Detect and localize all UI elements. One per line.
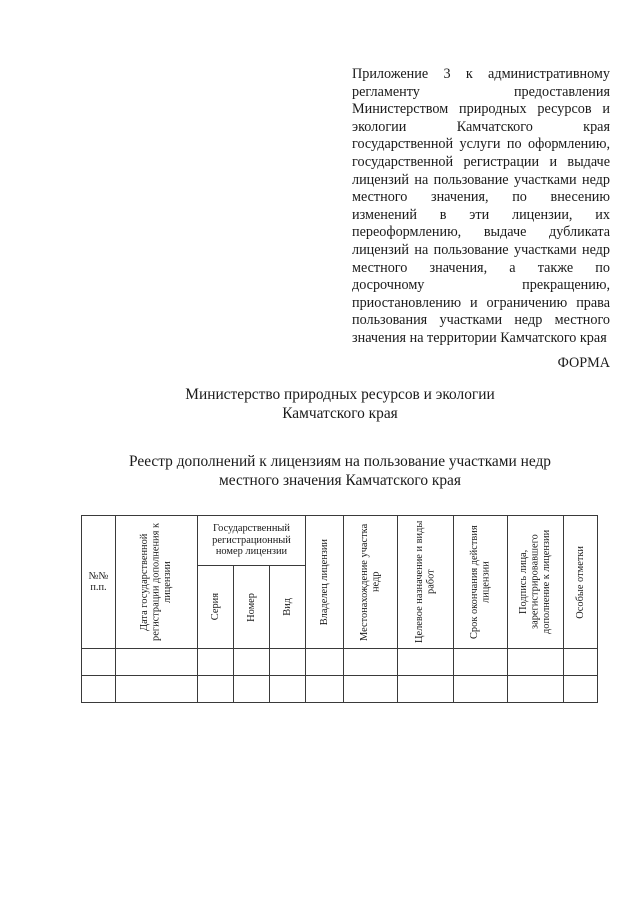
header-owner [306,516,344,649]
header-license-group [198,516,306,566]
table-cell [234,676,270,703]
header-location-label: Местонахождение участка недр [359,523,382,641]
table-cell [344,676,398,703]
table-cell [564,676,598,703]
header-license-group-label: Государственный регистрационный номер лицензии [212,523,291,558]
table-cell [564,649,598,676]
appendix-note: Приложение 3 к административному регламенту предоставления Министерством природных ресурсов и экологии Камчатского края государственной услуги по оформлению, государственной регистрации и выдаче лицензий на пользование участками недр местного значения, по внесению изменений в эти лицензии, их переоформлению, выдаче дубликата лицензий на пользование участками недр местного значения, а также по досрочному прекращению, приостановлению и ограничению права пользования участками недр местного значения на территории Камчатского края [352,66,610,346]
header-notes-label: Особые отметки [574,545,586,619]
ministry-name [150,385,530,423]
header-date-label: Дата государственной регистрации дополнения к лицензии [139,523,174,642]
header-notes [564,516,598,649]
table-cell [306,676,344,703]
table-cell [344,649,398,676]
table-cell [270,649,306,676]
header-num [82,516,116,649]
header-owner-label: Владелец лицензии [318,538,330,626]
header-date [116,516,198,649]
table-cell [198,676,234,703]
ministry-line-2: Камчатского края [282,405,398,422]
header-series [198,566,234,649]
registry-title-line-1: Реестр дополнений к лицензиям на пользование участками недр [129,453,551,470]
table-cell [234,649,270,676]
table-cell [116,676,198,703]
table-cell [398,676,454,703]
table-cell [306,649,344,676]
table-cell [454,649,508,676]
header-location [344,516,398,649]
table-cell [508,649,564,676]
header-type-label: Вид [281,598,293,616]
registry-table [81,515,598,703]
table-cell [454,676,508,703]
registry-title [110,452,570,490]
table-cell [508,676,564,703]
header-type [270,566,306,649]
header-number [234,566,270,649]
form-label: ФОРМА [557,355,610,371]
header-num-label: №№ п.п. [88,570,109,593]
header-series-label: Серия [209,593,221,621]
table-cell [398,649,454,676]
header-expiry-label: Срок окончания действия лицензии [469,525,492,639]
header-purpose [398,516,454,649]
table-cell [82,676,116,703]
header-signature [508,516,564,649]
table-row [82,676,598,703]
ministry-line-1: Министерство природных ресурсов и экологии [185,386,495,403]
header-expiry [454,516,508,649]
registry-title-line-2: местного значения Камчатского края [219,472,461,489]
table-cell [198,649,234,676]
table-cell [270,676,306,703]
table-cell [116,649,198,676]
header-signature-label: Подпись лица, зарегистрировавшего дополнение к лицензии [518,529,553,635]
header-number-label: Номер [245,592,257,622]
header-purpose-label: Целевое назначение и виды работ [414,520,437,644]
table-row [82,649,598,676]
table-cell [82,649,116,676]
